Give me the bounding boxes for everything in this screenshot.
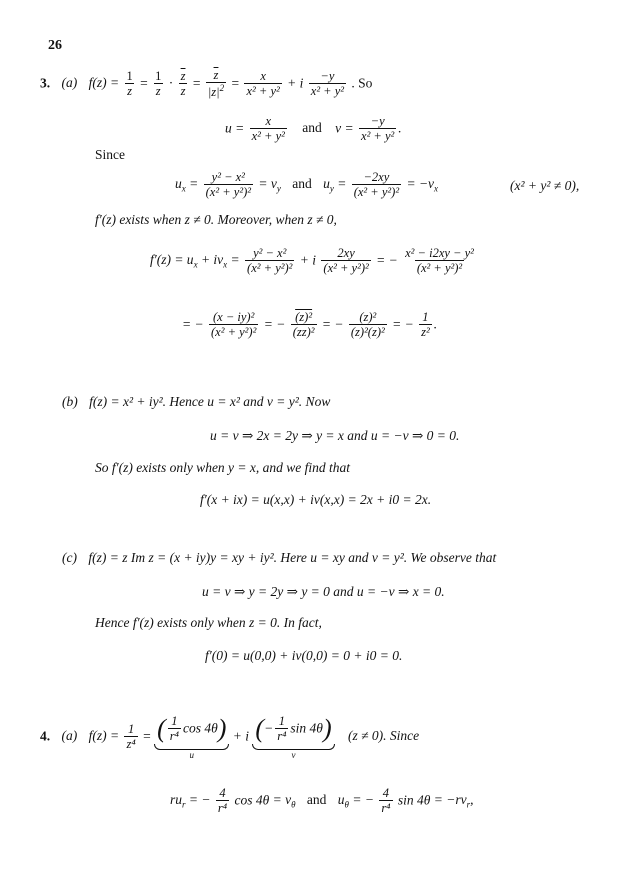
problem-4-part-a-label: (a) bbox=[61, 728, 78, 744]
partial-derivatives-line: $u_x$ = $\frac{\text{y² − x²}}{\text{(x² + y²)²}}$ = $v_y$ and $u_y$ = $\frac{-2xy}{\text{(x² + y²)²}}$ = $-v_x$ bbox=[175, 170, 439, 200]
u-v-definition: u = $\frac{x}{\text{x² + y²}}$ and v = $\frac{-y}{\text{x² + y²}}$ . bbox=[225, 114, 402, 144]
part-c-line-4: f′(0) = u(0,0) + iv(0,0) = 0 + i0 = 0. bbox=[205, 648, 403, 663]
problem-3-line-1: 3. (a) f(z) = $\frac{1}{z}$ = $\frac{1}{z}$ · $\frac{\overline{z}}{z}$ = $\frac{\overline{z}}{|z|^2}$ = $\frac{x}{\text{x² + y²}}$ + i $\frac{-y}{\text{x² + y²}}$ . So bbox=[40, 68, 373, 100]
problem-4-line-1: 4. (a) f(z) = $\frac{1}{\text{z⁴}}$ = ( $\frac{1}{\text{r⁴}}$ cos 4θ) u + i (− $\frac{1}{\text{r⁴}}$ sin 4θ) v (z ≠ 0). Since bbox=[40, 714, 420, 761]
page-number: 26 bbox=[48, 38, 62, 53]
problem-4-label: 4. bbox=[40, 728, 51, 744]
problem-3-label: 3. bbox=[40, 75, 51, 91]
part-c-line-3: Hence f′(z) exists only when z = 0. In fact, bbox=[95, 615, 322, 630]
problem-4-cauchy-riemann-polar: $ru_r$ = − $\frac{4}{\text{r⁴}}$ $\cos 4\theta = v_\theta$ and $u_\theta$ = − $\frac{4}{\text{r⁴}}$ $\sin 4\theta = -rv_r$, bbox=[170, 786, 474, 816]
since-label: Since bbox=[95, 147, 125, 162]
v-brace: (− $\frac{1}{\text{r⁴}}$ sin 4θ) v bbox=[252, 714, 334, 760]
part-b-label: (b) bbox=[62, 394, 78, 409]
part-a-label: (a) bbox=[61, 75, 78, 91]
part-b-line-3: So f′(z) exists only when y = x, and we find that bbox=[95, 460, 351, 475]
derivative-formula-line-1: $f'(z) = u_x + iv_x$ = $\frac{\text{y² − x²}}{\text{(x² + y²)²}}$ + i $\frac{2xy}{\text{(x² + y²)²}}$ = − $\frac{\text{x² − i2xy − y²}}{\text{(x² + y²)²}}$ bbox=[150, 246, 474, 276]
part-b-line-2: u = v ⇒ 2x = 2y ⇒ y = x and u = −v ⇒ 0 = 0. bbox=[210, 428, 460, 443]
derivative-formula-line-2: = − $\frac{\text{(x − iy)²}}{\text{(x² + y²)²}}$ = − $\frac{\text{(z)²}}{\text{(zz)²}}$ = − $\frac{\text{(z)²}}{\text{(z)²(z)²}}$ = − $\frac{1}{\text{z²}}$ . bbox=[182, 310, 438, 340]
exists-statement: f′(z) exists when z ≠ 0. Moreover, when z ≠ 0, bbox=[95, 212, 337, 227]
u-brace: ( $\frac{1}{\text{r⁴}}$ cos 4θ) u bbox=[154, 714, 229, 760]
part-b-line-1: (b) f(z) = x² + iy². Hence u = x² and v = y². Now bbox=[62, 394, 331, 409]
part-c-label: (c) bbox=[62, 550, 77, 565]
part-c-line-1: (c) f(z) = z Im z = (x + iy)y = xy + iy². Here u = xy and v = y². We observe that bbox=[62, 550, 497, 565]
fraction-1-over-z: $\frac{1}{z}$ bbox=[126, 69, 133, 99]
part-b-line-4: f′(x + ix) = u(x,x) + iv(x,x) = 2x + i0 = 2x. bbox=[200, 492, 432, 507]
part-c-line-2: u = v ⇒ y = 2y ⇒ y = 0 and u = −v ⇒ x = 0. bbox=[202, 584, 445, 599]
condition-nonzero: (x² + y² ≠ 0), bbox=[510, 178, 580, 193]
